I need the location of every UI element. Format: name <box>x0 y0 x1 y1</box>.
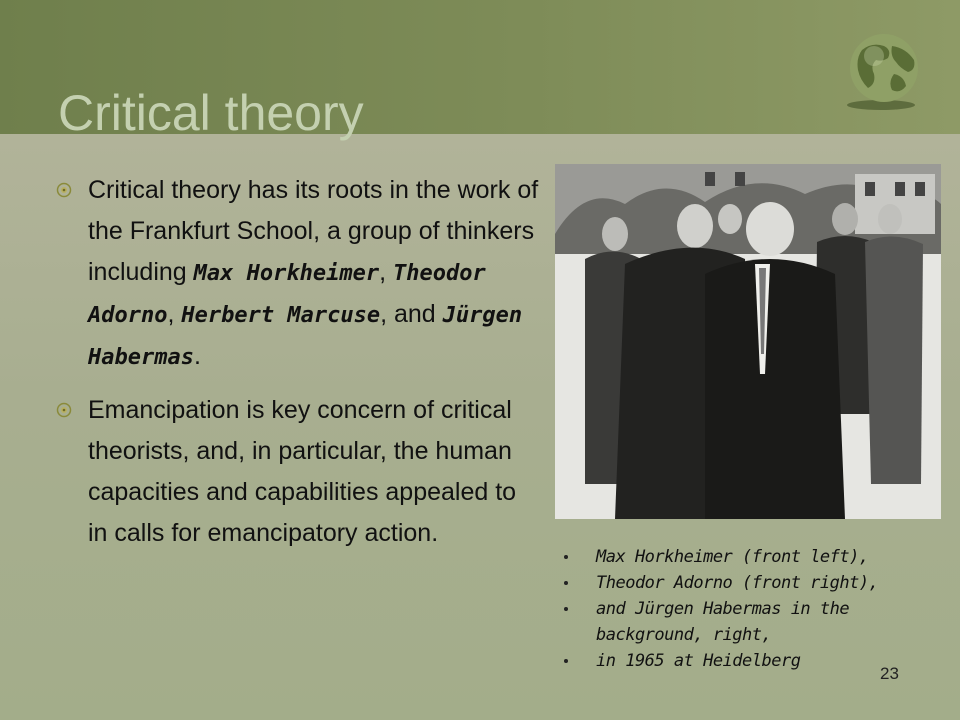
globe-icon <box>826 28 936 112</box>
name-horkheimer: Max Horkheimer <box>193 261 380 286</box>
caption-line <box>560 570 910 596</box>
photo-caption <box>560 544 910 674</box>
name-marcuse: Herbert Marcuse <box>181 303 381 328</box>
photo-image <box>555 164 941 519</box>
caption-text: in 1965 at Heidelberg <box>596 651 801 671</box>
bullet-emancipation <box>52 390 542 554</box>
bullet-dot-icon <box>564 581 568 585</box>
flower-bullet-icon <box>56 182 72 198</box>
caption-text: Theodor Adorno (front right), <box>596 573 879 593</box>
slide-title: Critical theory <box>58 85 364 141</box>
caption-line <box>560 648 910 674</box>
bullet-text: Critical theory has its roots in the work of the Frankfurt School, a group of thinkers including <box>88 176 539 286</box>
separator: , <box>379 258 393 286</box>
bullet-end: . <box>193 342 201 370</box>
caption-line <box>560 596 910 648</box>
caption-text: and Jürgen Habermas in the background, right, <box>596 599 850 645</box>
bullet-text: Emancipation is key concern of critical theorists, and, in particular, the human capacities and capabilities appealed to in calls for emancipatory action. <box>88 396 517 547</box>
bullet-dot-icon <box>564 555 568 559</box>
separator: , and <box>380 300 443 328</box>
bullet-frankfurt-school <box>52 170 542 378</box>
caption-line <box>560 544 910 570</box>
slide-number: 23 <box>880 664 899 683</box>
separator: , <box>167 300 182 328</box>
caption-text: Max Horkheimer (front left), <box>596 547 869 567</box>
flower-bullet-icon <box>56 402 72 418</box>
name-habermas: Jürgen Habermas <box>88 303 523 370</box>
bullet-dot-icon <box>564 659 568 663</box>
bullet-list <box>52 170 542 566</box>
group-photo <box>555 164 941 519</box>
name-adorno: Theodor Adorno <box>88 261 486 328</box>
bullet-dot-icon <box>564 607 568 611</box>
